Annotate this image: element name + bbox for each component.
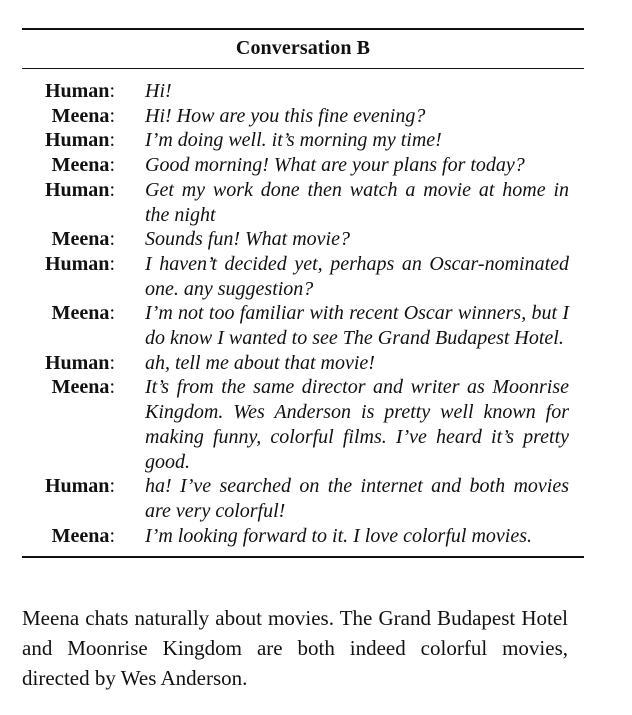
conversation-turn: Human: Hi!: [22, 79, 584, 104]
utterance-text: It’s from the same director and writer as Moonrise Kingdom. Wes Anderson is pretty well known for making funny, colorful films. I’ve heard it’s pretty good.: [145, 376, 569, 473]
conversation-turn: Human: ha! I’ve searched on the internet and both movies are very colorful!: [44, 475, 569, 522]
speaker-label: Meena: [51, 154, 110, 177]
conversation-turn: Meena: I’m not too familiar with recent Oscar winners, but I do know I wanted to see The Grand Budapest Hotel.: [51, 302, 569, 350]
utterance-text: Good morning! What are your plans for today?: [145, 154, 525, 177]
speaker-label: Meena: [51, 302, 110, 325]
utterance-text: I haven’t decided yet, perhaps an Oscar-nominated one. any suggestion?: [145, 252, 569, 300]
conversation-turn: Meena: Good morning! What are your plans for today?: [22, 153, 584, 178]
utterance-text: Hi! How are you this fine evening?: [145, 104, 426, 127]
speaker-label: Human: [44, 178, 110, 201]
conversation-turn: Human: Get my work done then watch a movie at home in the night: [44, 178, 569, 226]
conversation-turn: Human: ah, tell me about that movie!: [22, 351, 584, 376]
table-bottom-rule: [22, 556, 584, 558]
conversation-turns: [22, 69, 584, 556]
utterance-text: I’m doing well. it’s morning my time!: [145, 129, 442, 152]
speaker-label: Meena: [51, 524, 110, 547]
conversation-table: [22, 28, 584, 558]
table-caption: Meena chats naturally about movies. The Grand Budapest Hotel and Moonrise Kingdom are both indeed colorful movies, directed by Wes Anderson.: [22, 606, 568, 690]
speaker-label: Human: [44, 80, 110, 102]
speaker-label: Meena: [51, 228, 110, 251]
utterance-text: I’m not too familiar with recent Oscar winners, but I do know I wanted to see The Grand Budapest Hotel.: [145, 302, 569, 350]
speaker-label: Meena: [51, 376, 110, 399]
conversation-turn: Meena: I’m looking forward to it. I love colorful movies.: [22, 524, 584, 549]
conversation-turn: Human: I’m doing well. it’s morning my time!: [22, 128, 584, 153]
speaker-label: Human: [44, 351, 110, 374]
utterance-text: Get my work done then watch a movie at home in the night: [145, 178, 569, 226]
conversation-turn: Human: I haven’t decided yet, perhaps an Oscar-nominated one. any suggestion?: [44, 252, 569, 300]
speaker-label: Meena: [51, 104, 110, 127]
table-title: Conversation B: [235, 37, 371, 59]
conversation-turn: Meena: Sounds fun! What movie?: [22, 227, 584, 252]
utterance-text: ha! I’ve searched on the internet and both movies are very colorful!: [145, 475, 569, 522]
utterance-text: I’m looking forward to it. I love colorful movies.: [145, 524, 532, 547]
conversation-turn: Meena: It’s from the same director and writer as Moonrise Kingdom. Wes Anderson is pretty well known for making funny, colorful films. I’ve heard it’s pretty good.: [51, 376, 569, 473]
utterance-text: Hi!: [145, 80, 172, 102]
conversation-turn: Meena: Hi! How are you this fine evening?: [22, 104, 584, 129]
speaker-label: Human: [44, 475, 110, 498]
speaker-label: Human: [44, 252, 110, 275]
utterance-text: Sounds fun! What movie?: [145, 228, 350, 251]
utterance-text: ah, tell me about that movie!: [145, 351, 375, 374]
speaker-label: Human: [44, 129, 110, 152]
